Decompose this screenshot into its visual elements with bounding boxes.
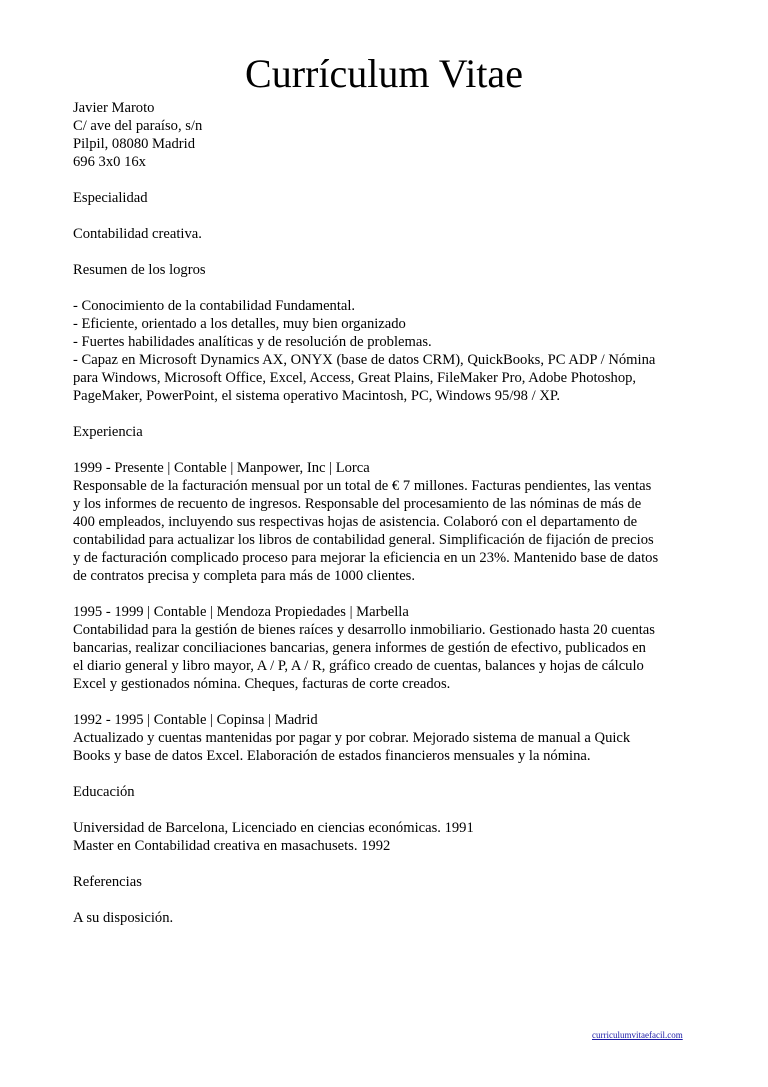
text-line: - Fuertes habilidades analíticas y de resolución de problemas. [73,334,432,350]
contact-info [73,99,713,171]
logros-list [73,297,713,405]
text-line: 1995 - 1999 | Contable | Mendoza Propiedades | Marbella [73,604,409,620]
text-line: Resumen de los logros [73,262,206,278]
spacer [73,171,713,189]
footer-link[interactable]: curriculumvitaefacil.com [592,1030,683,1040]
document-title: Currículum Vitae [245,51,523,96]
section-heading-experiencia [73,423,713,441]
spacer [73,405,713,423]
text-line: contabilidad para actualizar los libros de contabilidad general. Simplificación de fijación de precios [73,532,654,548]
text-line: Experiencia [73,424,143,440]
text-line: - Capaz en Microsoft Dynamics AX, ONYX (base de datos CRM), QuickBooks, PC ADP / Nómina [73,352,656,368]
text-line: 1999 - Presente | Contable | Manpower, Inc | Lorca [73,460,370,476]
text-line: Javier Maroto [73,100,155,116]
spacer [73,801,713,819]
text-line: Educación [73,784,135,800]
job-mendoza [73,603,713,693]
text-line: Universidad de Barcelona, Licenciado en ciencias económicas. 1991 [73,820,474,836]
spacer [73,243,713,261]
text-line: Excel y gestionados nómina. Cheques, facturas de corte creados. [73,676,451,692]
spacer [73,585,713,603]
section-heading-referencias [73,873,713,891]
text-line: Actualizado y cuentas mantenidas por pagar y por cobrar. Mejorado sistema de manual a Quick [73,730,631,746]
job-manpower [73,459,713,585]
text-line: Referencias [73,874,142,890]
text-line: y los informes de recuento de ingresos. Responsable del procesamiento de las nóminas de más de [73,496,642,512]
text-line: PageMaker, PowerPoint, el sistema operativo Macintosh, PC, Windows 95/98 / XP. [73,388,561,404]
text-line: Master en Contabilidad creativa en masachusets. 1992 [73,838,391,854]
educacion-list [73,819,713,855]
text-line: Contabilidad para la gestión de bienes raíces y desarrollo inmobiliario. Gestionado hasta 20 cuentas [73,622,655,638]
spacer [73,441,713,459]
text-line: - Eficiente, orientado a los detalles, muy bien organizado [73,316,406,332]
section-heading-educacion [73,783,713,801]
section-heading-especialidad [73,189,713,207]
section-heading-logros [73,261,713,279]
spacer [73,693,713,711]
text-line: - Conocimiento de la contabilidad Fundamental. [73,298,356,314]
text-line: 400 empleados, incluyendo sus respectivas hojas de asistencia. Colaboró con el departamento de [73,514,638,530]
text-line: Responsable de la facturación mensual por un total de € 7 millones. Facturas pendientes, las ventas [73,478,652,494]
job-copinsa [73,711,713,765]
spacer [73,207,713,225]
text-line: C/ ave del paraíso, s/n [73,118,203,134]
especialidad-text [73,225,713,243]
text-line: y de facturación complicado proceso para mejorar la eficiencia en un 23%. Mantenido base de datos [73,550,659,566]
text-line: de contratos precisa y completa para más de 1000 clientes. [73,568,416,584]
text-line: el diario general y libro mayor, A / P, A / R, gráfico creado de cuentas, balances y hojas de cálculo [73,658,644,674]
text-line: Contabilidad creativa. [73,226,202,242]
text-line: para Windows, Microsoft Office, Excel, Access, Great Plains, FileMaker Pro, Adobe Photoshop, [73,370,637,386]
spacer [73,855,713,873]
text-line: A su disposición. [73,910,174,926]
text-line: 1992 - 1995 | Contable | Copinsa | Madrid [73,712,318,728]
referencias-text [73,909,713,927]
text-line: bancarias, realizar conciliaciones bancarias, genera informes de gestión de efectivo, publicados en [73,640,646,656]
text-line: Especialidad [73,190,148,206]
text-line: Books y base de datos Excel. Elaboración de estados financieros mensuales y la nómina. [73,748,591,764]
spacer [73,279,713,297]
text-line: Pilpil, 08080 Madrid [73,136,196,152]
text-line: 696 3x0 16x [73,154,146,170]
spacer [73,891,713,909]
spacer [73,765,713,783]
document-body [73,99,713,927]
